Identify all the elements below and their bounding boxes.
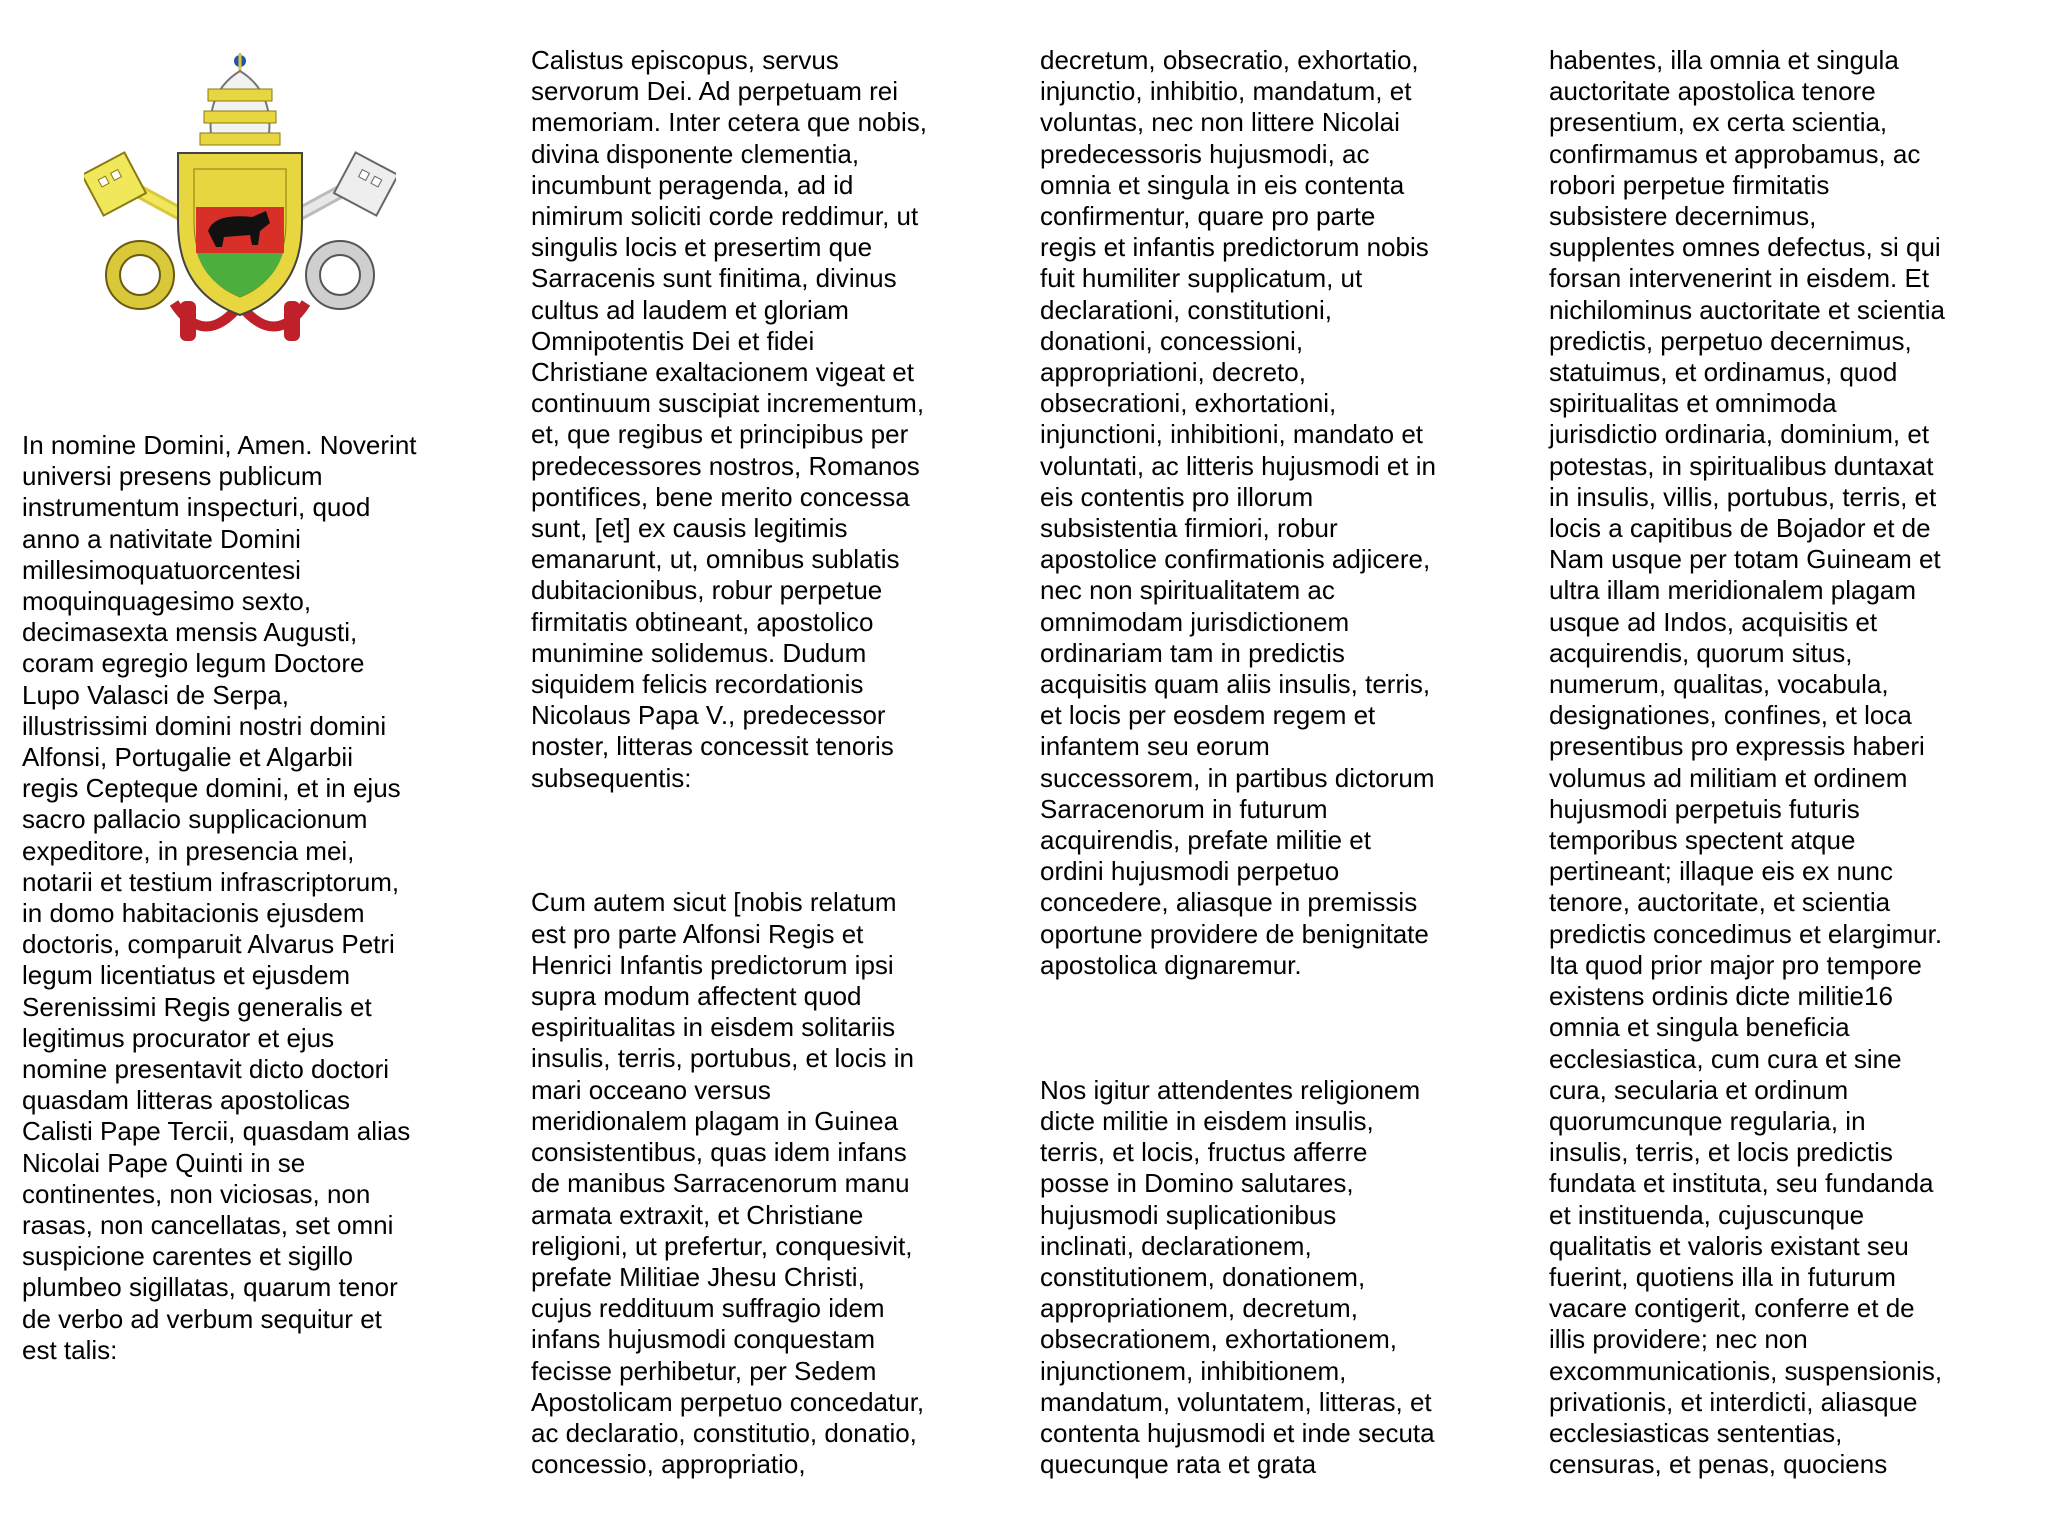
paragraph-decretum: decretum, obsecratio, exhortatio, injunctio, inhibitio, mandatum, et voluntas, nec non littere Nicolai predecessoris hujusmodi, ac omnia et singula in eis contenta confirmentur, quare pro parte regis et infantis predictorum nobis fuit humiliter supplicatum, ut declarationi, constitutioni, donationi, concessioni, appropriationi, decreto, obsecrationi, exhortationi, injunctioni, inhibitioni, mandato et voluntati, ac litteris hujusmodi et in eis contentis pro illorum subsistentia firmiori, robur apostolice confirmationis adjicere, nec non spiritualitatem ac omnimodam jurisdictionem ordinariam tam in predictis acquisitis quam aliis insulis, terris, et locis per eosdem regem et infantem seu eorum successorem, in partibus dictorum Sarracenorum in futurum acquirendis, prefate militie et ordini hujusmodi perpetuo concedere, aliasque in premissis oportune providere de benignitate apostolica dignaremur.	[1040, 45, 1436, 980]
paragraph-notarial-preamble: In nomine Domini, Amen. Noverint universi presens publicum instrumentum inspecturi, quod anno a nativitate Domini millesimoquatuorcentesi moquinquagesimo sexto, decimasexta mensis Augusti, coram egregio legum Doctore Lupo Valasci de Serpa, illustrissimi domini nostri domini Alfonsi, Portugalie et Algarbii regis Cepteque domini, et in ejus sacro pallacio supplicacionum expeditore, in presencia mei, notarii et testium infrascriptorum, in domo habitacionis ejusdem doctoris, comparuit Alvarus Petri legum licentiatus et ejusdem Serenissimi Regis generalis et legitimus procurator et ejus nomine presentavit dicto doctori quasdam litteras apostolicas Calisti Pape Tercii, quasdam alias Nicolai Pape Quinti in se continentes, non viciosas, non rasas, non cancellatas, set omni suspicione carentes et sigillo plumbeo sigillatas, quarum tenor de verbo ad verbum sequitur et est talis:	[22, 430, 417, 1365]
paragraph-nos-igitur: Nos igitur attendentes religionem dicte militie in eisdem insulis, terris, et locis, fructus afferre posse in Domino salutares, hujusmodi suplicationibus inclinati, declarationem, constitutionem, donationem, appropriationem, decretum, obsecrationem, exhortationem, injunctionem, inhibitionem, mandatum, voluntatem, litteras, et contenta hujusmodi et inde secuta quecunque rata et grata	[1040, 1074, 1435, 1480]
paragraph-habentes: habentes, illa omnia et singula auctoritate apostolica tenore presentium, ex certa scientia, confirmamus et approbamus, ac robori perpetue firmitatis subsistere decernimus, supplentes omnes defectus, si qui forsan intervenerint in eisdem. Et nichilominus auctoritate et scientia predictis, perpetuo decernimus, statuimus, et ordinamus, quod spiritualitas et omnimoda jurisdictio ordinaria, dominium, et potestas, in spiritualibus duntaxat in insulis, villis, portubus, terris, et locis a capitibus de Bojador et de Nam usque per totam Guineam et ultra illam meridionalem plagam usque ad Indos, acquisitis et acquirendis, quorum situs, numerum, qualitas, vocabula, designationes, confines, et loca presentibus pro expressis haberi volumus ad militiam et ordinem hujusmodi perpetuis futuris temporibus spectent atque pertineant; illaque eis ex nunc tenore, auctoritate, et scientia predictis concedimus et elargimur. Ita quod prior major pro tempore existens ordinis dicte militie16 omnia et singula beneficia ecclesiastica, cum cura et sine cura, secularia et ordinum quorumcunque regularia, in insulis, terris, et locis predictis fundata et instituta, seu fundanda et instituenda, cujuscunque qualitatis et valoris existant seu fuerint, quotiens illa in futurum vacare contigerit, conferre et de illis providere; nec non excommunicationis, suspensionis, privationis, et interdicti, aliasque ecclesiasticas sententias, censuras, et penas, quociens	[1549, 45, 1945, 1480]
paragraph-cum-autem: Cum autem sicut [nobis relatum est pro parte Alfonsi Regis et Henrici Infantis predictorum ipsi supra modum affectent quod espiritualitas in eisdem solitariis insulis, terris, portubus, et locis in mari occeano versus meridionalem plagam in Guinea consistentibus, quas idem infans de manibus Sarracenorum manu armata extraxit, et Christiane religioni, ut prefertur, conquesivit, prefate Militiae Jhesu Christi, cujus reddituum suffragio idem infans hujusmodi conquestam fecisse perhibetur, per Sedem Apostolicam perpetuo concedatur, ac declaratio, constitutio, donatio, concessio, appropriatio,	[531, 887, 925, 1480]
paragraph-calistus-opening: Calistus episcopus, servus servorum Dei. Ad perpetuam rei memoriam. Inter cetera que nobis, divina disponente clementia, incumbunt peragenda, ad id nimirum soliciti corde reddimur, ut singulis locis et presertim que Sarracenis sunt finitima, divinus cultus ad laudem et gloriam Omnipotentis Dei et fidei Christiane exaltacionem vigeat et continuum suscipiat incrementum, et, que regibus et principibus per predecessores nostros, Romanos pontifices, bene merito concessa sunt, [et] ex causis legitimis emanarunt, ut, omnibus sublatis dubitacionibus, robur perpetue firmitatis obtineant, apostolico munimine solidemus. Dudum siquidem felicis recordationis Nicolaus Papa V., predecessor noster, litteras concessit tenoris subsequentis:	[531, 45, 927, 793]
tiara-icon	[200, 53, 280, 145]
shield-icon	[178, 153, 302, 315]
text-column-1	[22, 430, 492, 1366]
text-column-3	[1040, 45, 1510, 1480]
papal-coat-of-arms-icon	[84, 53, 396, 353]
text-column-2	[531, 45, 1001, 1480]
text-column-4	[1549, 45, 2019, 1480]
